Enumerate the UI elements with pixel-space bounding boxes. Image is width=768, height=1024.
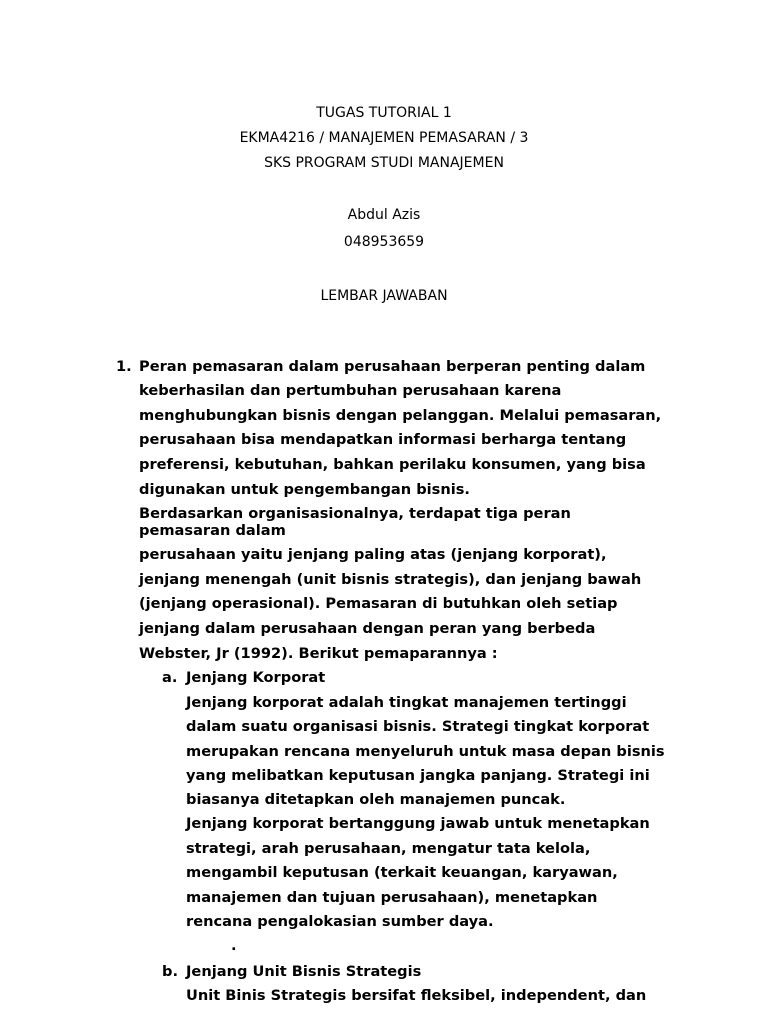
student-id: 048953659 [343, 234, 425, 250]
student-name: Abdul Azis [347, 207, 421, 223]
sub-heading-unit-bisnis: Jenjang Unit Bisnis Strategis [186, 963, 422, 980]
paragraph-line: Peran pemasaran dalam perusahaan berperan penting dalam [139, 358, 646, 375]
paragraph-line: Berdasarkan organisasionalnya, terdapat tiga peran [139, 505, 571, 522]
paragraph-line: jenjang menengah (unit bisnis strategis), dan jenjang bawah [139, 571, 642, 588]
paragraph-line: Jenjang korporat bertanggung jawab untuk menetapkan [186, 815, 650, 832]
paragraph-line: pemasaran dalam [139, 522, 286, 539]
program-study: SKS PROGRAM STUDI MANAJEMEN [264, 155, 504, 171]
paragraph-line: merupakan rencana menyeluruh untuk masa depan bisnis [186, 743, 665, 760]
paragraph-line: Unit Binis Strategis bersifat fleksibel, independent, dan [186, 987, 647, 1004]
paragraph-line: Webster, Jr (1992). Berikut pemaparannya : [139, 645, 498, 662]
sheet-title: LEMBAR JAWABAN [320, 288, 448, 304]
list-number-1: 1. [116, 358, 132, 375]
paragraph-line: perusahaan bisa mendapatkan informasi berharga tentang [139, 431, 627, 448]
paragraph-line: jenjang dalam perusahaan dengan peran yang berbeda [139, 620, 596, 637]
paragraph-line: rencana pengalokasian sumber daya. [186, 913, 494, 930]
paragraph-line: strategi, arah perusahaan, mengatur tata kelola, [186, 840, 591, 857]
paragraph-line: manajemen dan tujuan perusahaan), menetapkan [186, 889, 598, 906]
paragraph-line: mengambil keputusan (terkait keuangan, karyawan, [186, 864, 618, 881]
paragraph-line: menghubungkan bisnis dengan pelanggan. Melalui pemasaran, [139, 407, 662, 424]
paragraph-line: keberhasilan dan pertumbuhan perusahaan karena [139, 382, 562, 399]
paragraph-line: dalam suatu organisasi bisnis. Strategi tingkat korporat [186, 718, 650, 735]
sub-heading-korporat: Jenjang Korporat [186, 669, 326, 686]
paragraph-line: digunakan untuk pengembangan bisnis. [139, 481, 470, 498]
document-title: TUGAS TUTORIAL 1 [316, 105, 452, 121]
paragraph-line: biasanya ditetapkan oleh manajemen puncak. [186, 791, 566, 808]
paragraph-line: yang melibatkan keputusan jangka panjang. Strategi ini [186, 767, 650, 784]
sub-list-marker-b: b. [162, 963, 178, 980]
stray-period: . [231, 937, 237, 954]
paragraph-line: perusahaan yaitu jenjang paling atas (jenjang korporat), [139, 546, 607, 563]
sub-list-marker-a: a. [162, 669, 178, 686]
paragraph-line: (jenjang operasional). Pemasaran di butuhkan oleh setiap [139, 595, 618, 612]
paragraph-line: Jenjang korporat adalah tingkat manajemen tertinggi [186, 694, 627, 711]
course-code: EKMA4216 / MANAJEMEN PEMASARAN / 3 [239, 130, 529, 146]
paragraph-line: preferensi, kebutuhan, bahkan perilaku konsumen, yang bisa [139, 456, 646, 473]
